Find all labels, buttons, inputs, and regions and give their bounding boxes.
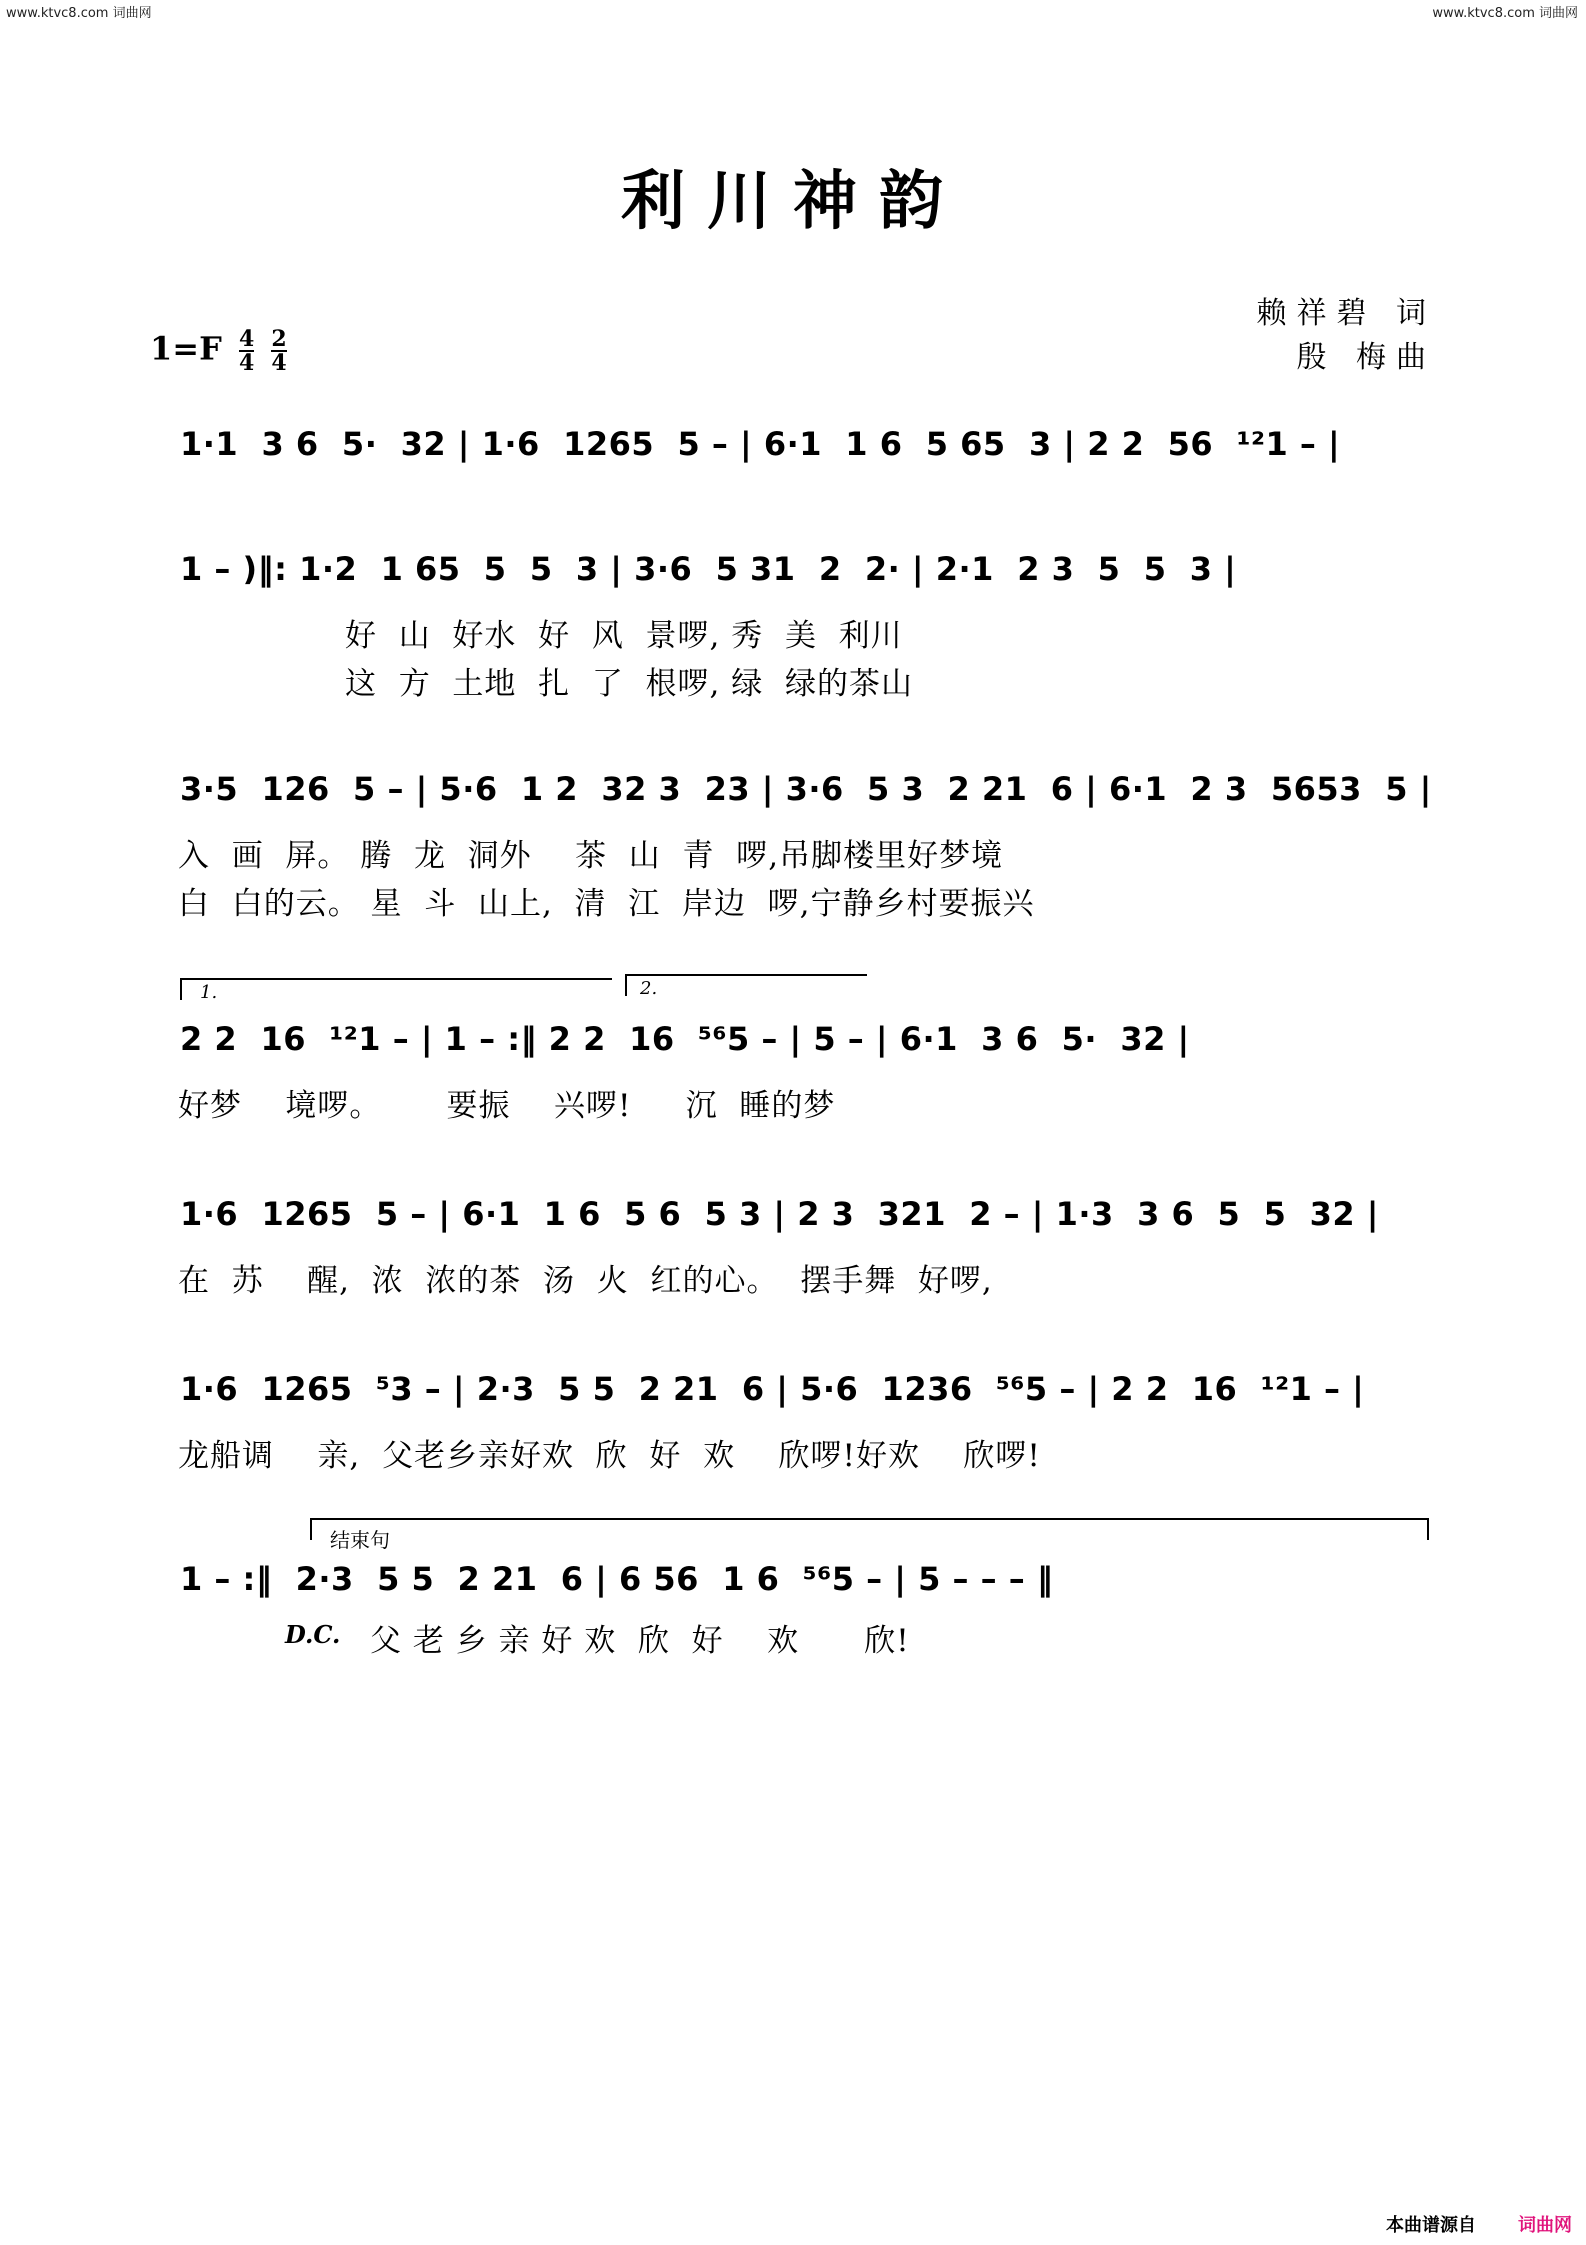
notation-line: 1 – )‖: 1·2 1 65 5 5 3 | 3·6 5 31 2 2· | 2·1 2 3 5 5 3 | (180, 550, 1237, 588)
notation-line: 1·6 1265 ⁵3 – | 2·3 5 5 2 21 6 | 5·6 1236 ⁵⁶5 – | 2 2 16 ¹²1 – | (180, 1370, 1365, 1408)
lyrics-verse-1: 好 山 好水 好 风 景啰, 秀 美 利川 (345, 618, 903, 654)
volta-1-bracket (180, 978, 612, 1000)
footer-brand: 词曲网 (1518, 2215, 1572, 2236)
notation-line: 2 2 16 ¹²1 – | 1 – :‖ 2 2 16 ⁵⁶5 – | 5 – | 6·1 3 6 5· 32 | (180, 1020, 1190, 1058)
notation-line: 1·6 1265 5 – | 6·1 1 6 5 6 5 3 | 2 3 321 2 – | 1·3 3 6 5 5 32 | (180, 1195, 1379, 1233)
time-signature-1: $\frac{4}{4}$ (238, 326, 255, 376)
time-signature-2: $\frac{2}{4}$ (271, 326, 287, 376)
notation-line: 1·1 3 6 5· 32 | 1·6 1265 5 – | 6·1 1 6 5 65 3 | 2 2 56 ¹²1 – | (180, 425, 1341, 463)
volta-2-number: 2. (640, 978, 658, 999)
notation-line: 3·5 126 5 – | 5·6 1 2 32 3 23 | 3·6 5 3 2 21 6 | 6·1 2 3 5653 5 | (180, 770, 1432, 808)
lyrics-verse-1: 入 画 屏。 腾 龙 洞外 茶 山 青 啰,吊脚楼里好梦境 (178, 838, 1004, 874)
key-label: 1=F (150, 329, 222, 368)
lyrics-verse-1: 龙船调 亲, 父老乡亲好欢 欣 好 欢 欣啰!好欢 欣啰! (178, 1438, 1041, 1474)
site-url-left: www.ktvc8.com 词曲网 (6, 6, 152, 21)
lyrics-verse-1: 好梦 境啰。 要振 兴啰! 沉 睡的梦 (178, 1088, 836, 1124)
da-capo-marking: D.C. (285, 1620, 341, 1649)
volta-2-bracket (625, 974, 867, 996)
lyrics-verse-2: 这 方 土地 扎 了 根啰, 绿 绿的茶山 (345, 666, 913, 702)
volta-1-number: 1. (200, 982, 218, 1003)
lyricist-credit: 赖祥碧 词 (1256, 296, 1436, 331)
ending-bracket (310, 1518, 1429, 1540)
ending-label: 结束句 (330, 1528, 390, 1552)
notation-line: 1 – :‖ 2·3 5 5 2 21 6 | 6 56 1 6 ⁵⁶5 – | 5 – – – ‖ (180, 1560, 1054, 1598)
page-title: 利川神韵 (621, 164, 965, 239)
site-url-right: www.ktvc8.com 词曲网 (1432, 6, 1578, 21)
key-signature (150, 328, 287, 374)
footer-source-text: 本曲谱源自 (1386, 2215, 1476, 2236)
lyrics-verse-1: 在 苏 醒, 浓 浓的茶 汤 火 红的心。 摆手舞 好啰, (178, 1263, 993, 1299)
lyrics-verse-2: 白 白的云。 星 斗 山上, 清 江 岸边 啰,宁静乡村要振兴 (178, 886, 1035, 922)
lyrics-verse-1: 父 老 乡 亲 好 欢 欣 好 欢 欣! (370, 1623, 910, 1659)
composer-credit: 殷 梅曲 (1296, 340, 1436, 375)
